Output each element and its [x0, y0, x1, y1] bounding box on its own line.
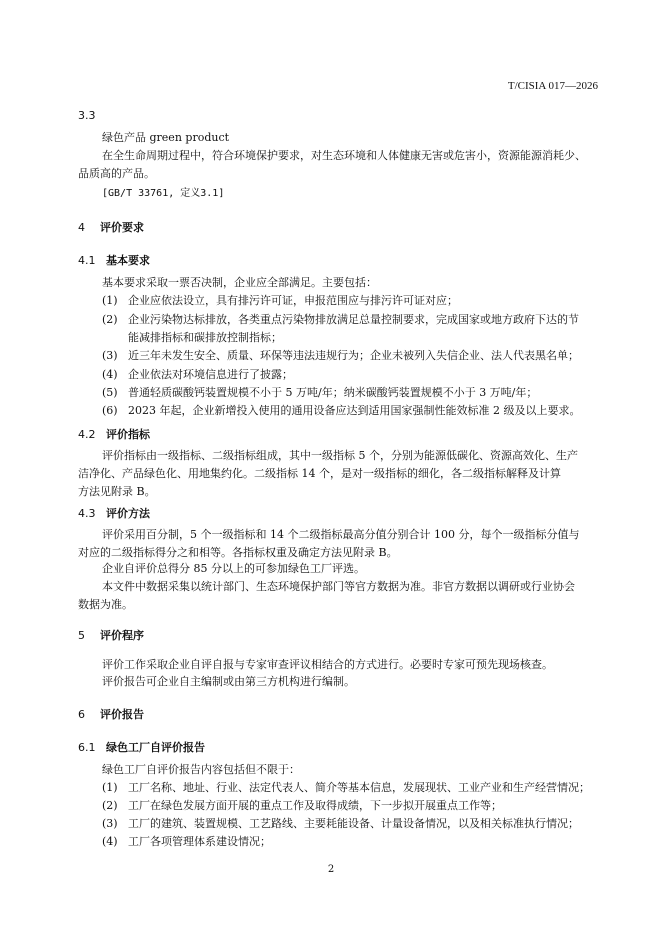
item-number: (4) [102, 835, 118, 848]
item-text: 近三年未发生安全、质量、环保等违法违规行为；企业未被列入失信企业、法人代表黑名单； [128, 349, 579, 362]
section-6-heading [78, 706, 144, 722]
definition-line-1: 在全生命周期过程中，符合环境保护要求，对生态环境和人体健康无害或危害小，资源能源消耗少、 [102, 149, 586, 162]
list-item [102, 292, 458, 308]
section-title: 绿色工厂自评价报告 [106, 741, 205, 754]
method-p1-line-1: 评价采用百分制，5 个一级指标和 14 个二级指标最高分值分别合计 100 分，每个一级指标分值与 [102, 528, 580, 541]
list-item [102, 402, 580, 418]
section-4-heading [78, 219, 144, 235]
basic-requirements-intro: 基本要求采取一票否决制，企业应全部满足。主要包括： [102, 276, 377, 289]
indicators-line-2: 洁净化、产品绿色化、用地集约化。二级指标 14 个，是对一级指标的细化，各二级指标解释及计算 [78, 467, 561, 480]
list-item [102, 797, 502, 813]
term-green-product: 绿色产品 green product [102, 131, 230, 144]
item-number: (1) [102, 294, 118, 307]
section-number: 4.1 [78, 254, 96, 267]
list-item [102, 384, 537, 400]
item-number: (3) [102, 817, 118, 830]
section-number: 6.1 [78, 741, 96, 754]
section-number: 4 [78, 221, 85, 234]
method-p3-line-1: 本文件中数据采集以统计部门、生态环境保护部门等官方数据为准。非官方数据以调研或行业协会 [102, 580, 575, 593]
section-number: 4.2 [78, 428, 96, 441]
section-title: 评价要求 [100, 221, 144, 234]
section-title: 评价报告 [100, 708, 144, 721]
clause-3-3-number: 3.3 [78, 109, 96, 122]
list-item [102, 347, 579, 363]
item-number: (3) [102, 349, 118, 362]
item-text: 工厂在绿色发展方面开展的重点工作及取得成绩，下一步拟开展重点工作等； [128, 799, 502, 812]
item-text: 企业依法对环境信息进行了披露； [128, 368, 293, 381]
section-number: 4.3 [78, 507, 96, 520]
section-4-2-heading [78, 426, 150, 442]
item-number: (2) [102, 799, 118, 812]
standard-number: T/CISIA 017—2026 [507, 80, 598, 92]
list-item [102, 779, 590, 795]
method-p1-line-2: 对应的二级指标得分之和相等。各指标权重及确定方法见附录 B。 [78, 546, 398, 559]
section-number: 5 [78, 629, 85, 642]
item-text: 企业污染物达标排放，各类重点污染物排放满足总量控制要求，完成国家或地方政府下达的节 [128, 313, 579, 326]
item-number: (4) [102, 368, 118, 381]
page-number: 2 [327, 864, 335, 875]
item-text: 普通轻质碳酸钙装置规模不小于 5 万吨/年；纳米碳酸钙装置规模不小于 3 万吨/年； [128, 386, 538, 399]
section-4-3-heading [78, 505, 150, 521]
list-item [102, 311, 579, 327]
definition-line-2: 品质高的产品。 [78, 167, 155, 180]
item-number: (1) [102, 781, 118, 794]
item-text: 2023 年起，企业新增投入使用的通用设备应达到适用国家强制性能效标准 2 级及以上要求。 [128, 404, 581, 417]
procedure-p2: 评价报告可企业自主编制或由第三方机构进行编制。 [102, 675, 355, 688]
item-text: 工厂的建筑、装置规模、工艺路线、主要耗能设备、计量设备情况，以及相关标准执行情况； [128, 817, 579, 830]
item-text: 企业应依法设立，具有排污许可证，申报范围应与排污许可证对应； [128, 294, 458, 307]
indicators-line-1: 评价指标由一级指标、二级指标组成，其中一级指标 5 个，分别为能源低碳化、资源高效化、生产 [102, 449, 578, 462]
section-6-1-heading [78, 739, 205, 755]
indicators-line-3: 方法见附录 B。 [78, 485, 156, 498]
section-number: 6 [78, 708, 85, 721]
procedure-p1: 评价工作采取企业自评自报与专家审查评议相结合的方式进行。必要时专家可预先现场核查。 [102, 658, 553, 671]
section-title: 评价指标 [106, 428, 150, 441]
list-item-continuation: 能减排指标和碳排放控制指标； [128, 331, 282, 344]
list-item [102, 833, 271, 849]
section-title: 基本要求 [106, 254, 150, 267]
section-4-1-heading [78, 252, 150, 268]
list-item [102, 815, 579, 831]
method-p2: 企业自评价总得分 85 分以上的可参加绿色工厂评选。 [102, 562, 365, 575]
section-title: 评价程序 [100, 629, 144, 642]
method-p3-line-2: 数据为准。 [78, 598, 133, 611]
definition-source: [GB/T 33761, 定义3.1] [102, 188, 225, 199]
item-text: 工厂名称、地址、行业、法定代表人、简介等基本信息，发展现状、工业产业和生产经营情况； [128, 781, 590, 794]
item-number: (6) [102, 404, 118, 417]
section-title: 评价方法 [106, 507, 150, 520]
item-number: (2) [102, 313, 118, 326]
item-number: (5) [102, 386, 118, 399]
self-eval-intro: 绿色工厂自评价报告内容包括但不限于： [102, 763, 300, 776]
list-item [102, 366, 293, 382]
item-text: 工厂各项管理体系建设情况； [128, 835, 271, 848]
section-5-heading [78, 627, 144, 643]
